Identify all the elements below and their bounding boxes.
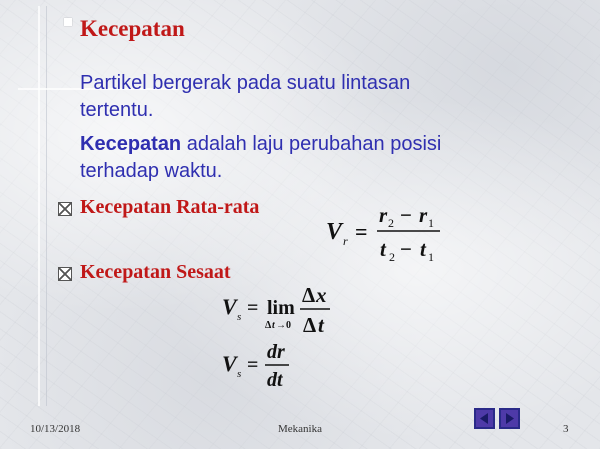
svg-text:2: 2 [389, 250, 395, 264]
paragraph-2-line-1 [80, 131, 441, 158]
average-velocity-formula [322, 198, 452, 268]
svg-text:r: r [419, 203, 428, 227]
svg-text:dr: dr [267, 341, 285, 363]
paragraph-1 [80, 70, 410, 124]
subheading-instantaneous-velocity: Kecepatan Sesaat [80, 261, 231, 283]
svg-text:r: r [343, 234, 348, 248]
svg-text:=: = [247, 354, 259, 376]
svg-text:Δ: Δ [302, 283, 316, 307]
envelope-bullet-icon [58, 267, 72, 281]
svg-text:Δ: Δ [303, 313, 317, 337]
decorative-frame-line [38, 6, 40, 406]
svg-text:−: − [400, 203, 412, 227]
paragraph-1-line-2: tertentu. [80, 99, 154, 121]
svg-text:r: r [379, 203, 388, 227]
svg-text:lim: lim [267, 297, 295, 319]
svg-text:1: 1 [428, 216, 434, 230]
arrow-right-icon [501, 410, 518, 427]
slide-title: Kecepatan [80, 16, 185, 41]
svg-text:Δ: Δ [265, 320, 272, 331]
next-slide-button[interactable] [499, 408, 520, 429]
svg-text:t: t [272, 320, 275, 331]
arrow-left-icon [476, 410, 493, 427]
paragraph-2-line-2: terhadap waktu. [80, 160, 223, 182]
svg-text:t: t [380, 237, 386, 261]
footer-page-number: 3 [563, 423, 569, 435]
svg-text:dt: dt [267, 369, 283, 391]
instantaneous-velocity-derivative-formula [218, 340, 298, 398]
svg-text:2: 2 [388, 216, 394, 230]
svg-text:V: V [222, 351, 237, 376]
svg-text:V: V [326, 219, 343, 245]
svg-text:t: t [318, 313, 324, 337]
paragraph-1-line-1: Partikel bergerak pada suatu lintasan [80, 72, 411, 94]
paragraph-2 [80, 131, 441, 185]
paragraph-2-rest: adalah laju perubahan posisi [181, 133, 442, 155]
previous-slide-button[interactable] [474, 408, 495, 429]
footer-title: Mekanika [278, 423, 322, 435]
title-bullet-icon [64, 18, 72, 26]
svg-text:V: V [222, 294, 237, 319]
svg-text:−: − [400, 237, 412, 261]
svg-text:t: t [420, 237, 426, 261]
svg-text:=: = [247, 297, 259, 319]
svg-text:s: s [237, 368, 242, 380]
svg-text:=: = [355, 219, 368, 244]
footer-date: 10/13/2018 [30, 423, 81, 435]
decorative-frame-line [46, 6, 47, 406]
subheading-average-velocity: Kecepatan Rata-rata [80, 196, 260, 218]
envelope-bullet-icon [58, 202, 72, 216]
instantaneous-velocity-limit-formula [218, 282, 348, 342]
svg-text:1: 1 [428, 250, 434, 264]
svg-text:s: s [237, 311, 242, 323]
paragraph-2-bold: Kecepatan [80, 133, 182, 155]
svg-text:x: x [316, 283, 327, 307]
svg-text:→0: →0 [276, 320, 291, 331]
